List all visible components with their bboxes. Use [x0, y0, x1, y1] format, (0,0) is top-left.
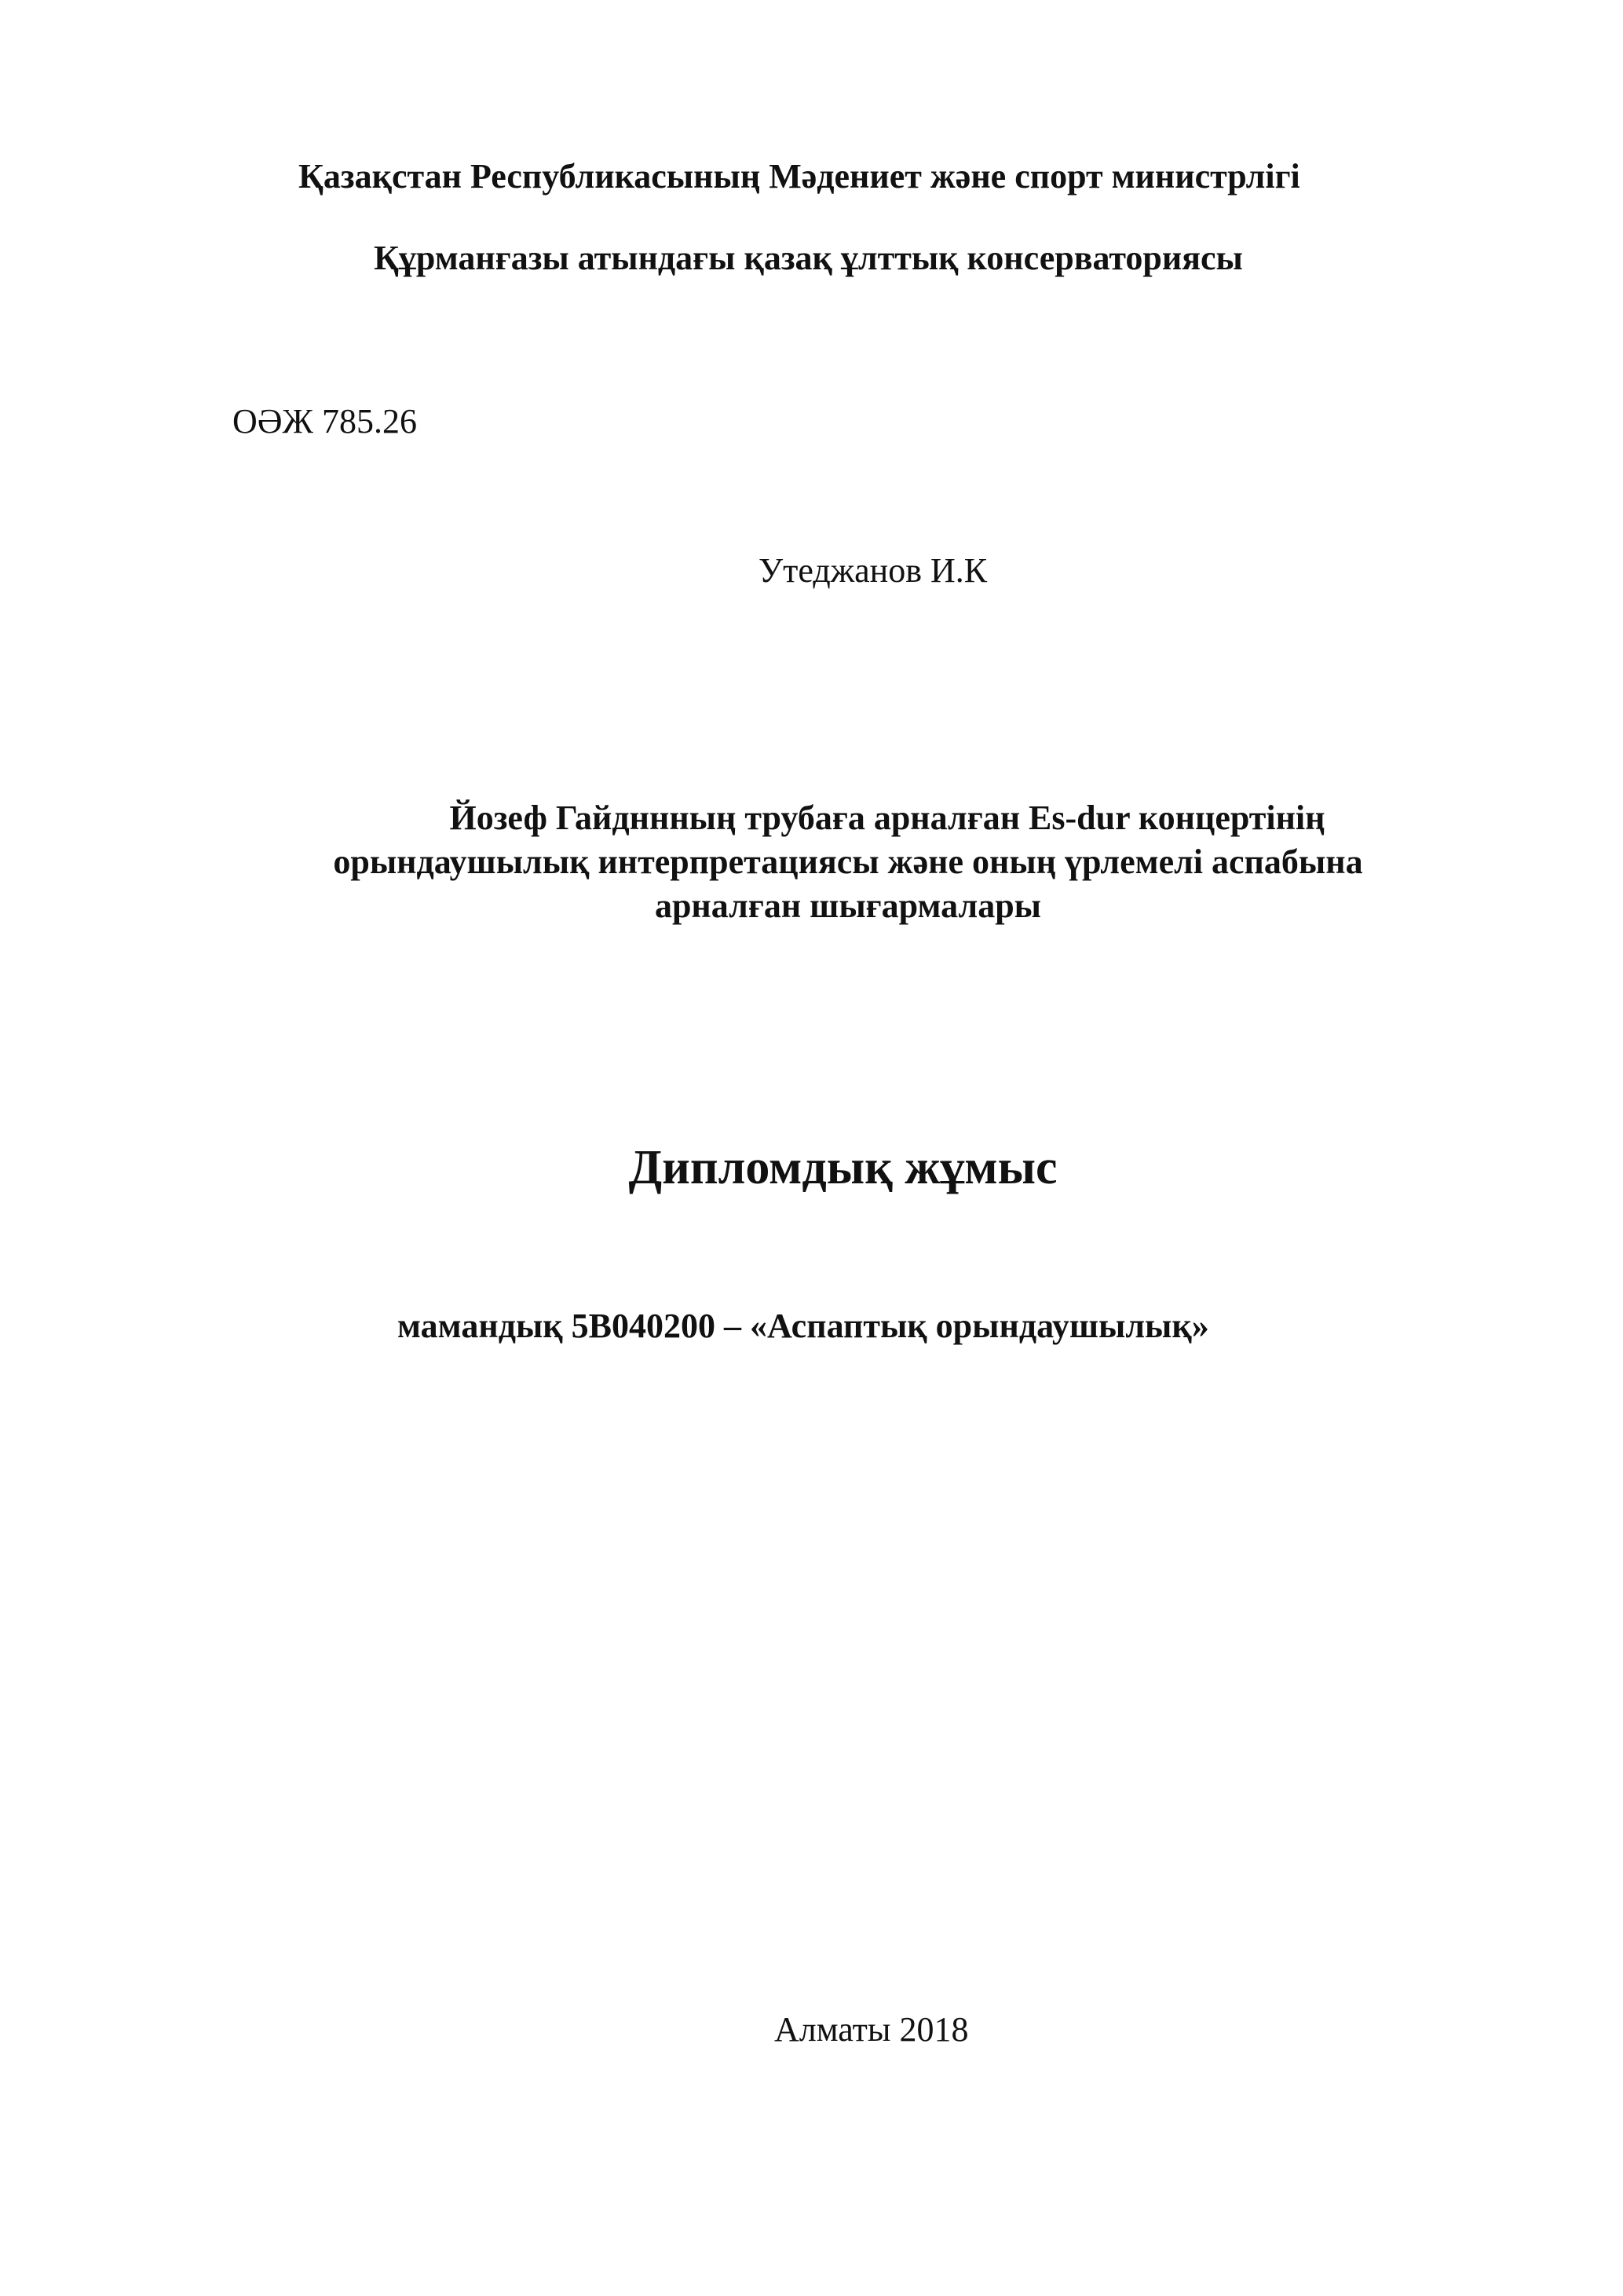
thesis-title [236, 796, 1460, 928]
conservatory-heading: Құрманғазы атындағы қазақ ұлттық консерваториясы [374, 239, 1243, 277]
thesis-title-line-1: Йозеф Гайдннның трубаға арналған Es-dur концертінің [449, 799, 1325, 837]
thesis-title-line-2: орындаушылық интерпретациясы және оның үрлемелі аспабына [333, 843, 1363, 881]
ministry-heading: Қазақстан Республикасының Мәдениет және спорт министрлігі [298, 157, 1300, 196]
city-year: Алматы 2018 [774, 2010, 969, 2049]
specialty-line: мамандық 5В040200 – «Аспаптық орындаушылық» [397, 1307, 1209, 1345]
thesis-title-line-3: арналған шығармалары [654, 887, 1042, 925]
author-name: Утеджанов И.К [758, 551, 988, 590]
document-type: Дипломдық жұмыс [628, 1141, 1058, 1194]
udc-code: ОӘЖ 785.26 [232, 402, 417, 441]
